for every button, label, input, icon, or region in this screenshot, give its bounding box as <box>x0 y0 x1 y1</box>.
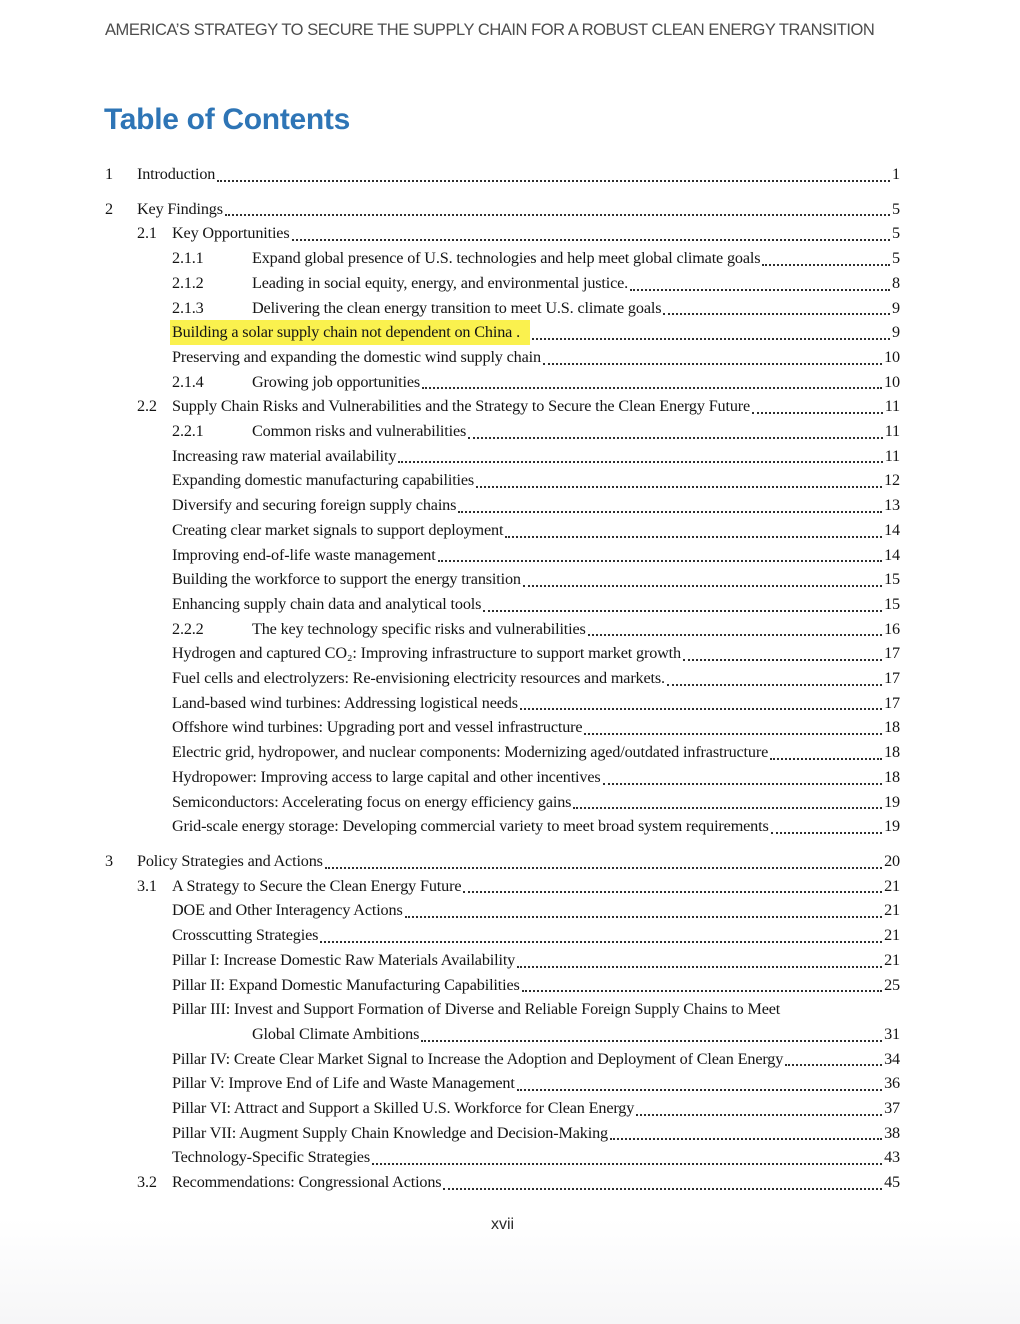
toc-entry-label: Building a solar supply chain not dependent on China . <box>170 320 530 345</box>
toc-entry-page: 36 <box>884 1074 900 1093</box>
toc-entry-page: 16 <box>884 619 900 638</box>
page-number-footer: xvii <box>490 1216 515 1233</box>
toc-entry-number: 2.2 <box>137 397 157 416</box>
toc-entry-label: Growing job opportunities <box>252 372 421 391</box>
toc-entry-page: 11 <box>884 446 900 465</box>
toc-entry[interactable] <box>172 1047 900 1072</box>
toc-entry-page: 10 <box>884 347 900 366</box>
toc-entry-page: 17 <box>884 669 900 688</box>
dot-leader <box>667 684 882 686</box>
toc-entry-page: 31 <box>884 1024 900 1043</box>
toc-entry-page: 25 <box>884 975 900 994</box>
toc-entry[interactable] <box>172 765 900 790</box>
dot-leader <box>630 289 890 291</box>
dot-leader <box>517 1089 882 1091</box>
toc-entry[interactable] <box>172 271 900 296</box>
toc-entry-page: 11 <box>884 397 900 416</box>
toc-entry-label: Introduction <box>137 165 216 183</box>
toc-entry-label: Pillar VII: Augment Supply Chain Knowledge and Decision-Making <box>172 1123 608 1142</box>
toc-entry-page: 12 <box>884 471 900 490</box>
toc-entry-label: Global Climate Ambitions <box>252 1024 420 1043</box>
toc-entry-label: Pillar V: Improve End of Life and Waste Management <box>172 1074 515 1093</box>
toc-entry-label: Preserving and expanding the domestic wind supply chain <box>172 347 541 366</box>
toc-entry[interactable] <box>172 246 900 271</box>
toc-entry-page: 37 <box>884 1099 900 1118</box>
toc-entry-label: The key technology specific risks and vulnerabilities <box>252 619 586 638</box>
toc-entry-label: Pillar III: Invest and Support Formation of Diverse and Reliable Foreign Supply Chains to Meet <box>172 1000 781 1019</box>
toc-entry[interactable] <box>172 898 900 923</box>
toc-entry-page: 18 <box>884 767 900 786</box>
toc-entry-label: Expand global presence of U.S. technologies and help meet global climate goals <box>252 249 761 268</box>
dot-leader <box>405 916 883 918</box>
toc-entry[interactable] <box>172 923 900 948</box>
toc-entry[interactable] <box>172 592 900 617</box>
toc-entry[interactable] <box>172 1121 900 1146</box>
toc-entry-number: 2 <box>105 199 113 218</box>
toc-entry[interactable] <box>172 1145 900 1170</box>
running-header: AMERICA’S STRATEGY TO SECURE THE SUPPLY CHAIN FOR A ROBUST CLEAN ENERGY TRANSITION <box>105 21 875 39</box>
toc-entry[interactable] <box>105 197 900 222</box>
toc-entry-label: Improving end-of-life waste management <box>172 545 436 564</box>
toc-entry[interactable] <box>137 1170 900 1195</box>
toc-entry-page: 17 <box>884 644 900 663</box>
toc-entry-page: 43 <box>884 1148 900 1167</box>
toc-entry[interactable] <box>172 1096 900 1121</box>
dot-leader <box>483 610 882 612</box>
toc-entry-number: 3.1 <box>137 876 157 895</box>
toc-entry[interactable] <box>172 320 900 345</box>
toc-entry-page: 13 <box>884 496 900 515</box>
toc-entry-label: Leading in social equity, energy, and environmental justice. <box>252 273 629 292</box>
toc-entry-page: 21 <box>884 926 900 945</box>
toc-entry[interactable] <box>172 948 900 973</box>
table-of-contents <box>105 152 900 1195</box>
toc-entry-page: 9 <box>892 298 900 317</box>
dot-leader <box>398 461 882 463</box>
toc-entry-label: Key Opportunities <box>172 224 290 243</box>
toc-entry-number: 2.1.3 <box>172 298 204 317</box>
toc-entry-page: 21 <box>884 950 900 969</box>
toc-entry-label: Policy Strategies and Actions <box>137 851 323 870</box>
toc-entry-label: Supply Chain Risks and Vulnerabilities and the Strategy to Secure the Clean Energy Future <box>172 397 751 416</box>
dot-leader <box>292 239 891 241</box>
dot-leader <box>588 634 882 636</box>
toc-entry-page: 9 <box>892 323 900 342</box>
toc-entry[interactable] <box>172 997 900 1022</box>
dot-leader <box>543 363 882 365</box>
dot-leader <box>785 1064 882 1066</box>
dot-leader <box>372 1163 882 1165</box>
dot-leader <box>523 585 882 587</box>
toc-entry-label: Common risks and vulnerabilities <box>252 422 467 441</box>
toc-entry-page: 5 <box>892 249 900 268</box>
toc-entry-page: 5 <box>892 199 900 218</box>
dot-leader <box>517 966 882 968</box>
toc-entry[interactable] <box>172 973 900 998</box>
toc-entry[interactable] <box>172 567 900 592</box>
dot-leader <box>663 313 890 315</box>
toc-entry-number: 3.2 <box>137 1173 157 1192</box>
dot-leader <box>217 180 890 182</box>
toc-entry-label: Hydropower: Improving access to large capital and other incentives <box>172 767 601 786</box>
dot-leader <box>762 264 890 266</box>
toc-entry-page: 18 <box>884 743 900 762</box>
toc-entry-number: 2.1.2 <box>172 273 204 292</box>
toc-entry[interactable] <box>137 221 900 246</box>
toc-entry-page: 38 <box>884 1123 900 1142</box>
dot-leader <box>584 733 882 735</box>
toc-entry-label: Grid-scale energy storage: Developing commercial variety to meet broad system requirements <box>172 817 769 836</box>
toc-entry-label: Land-based wind turbines: Addressing logistical needs <box>172 693 518 712</box>
dot-leader <box>325 867 882 869</box>
toc-entry[interactable] <box>172 444 900 469</box>
dot-leader <box>532 338 890 340</box>
toc-entry[interactable] <box>172 543 900 568</box>
dot-leader <box>520 708 882 710</box>
toc-entry[interactable] <box>172 790 900 815</box>
dot-leader <box>443 1188 882 1190</box>
dot-leader <box>636 1114 882 1116</box>
toc-entry[interactable] <box>172 641 900 666</box>
toc-entry-number: 2.1 <box>137 224 157 243</box>
toc-entry-page: 14 <box>884 520 900 539</box>
page-title: Table of Contents <box>104 103 351 136</box>
toc-entry-label: Key Findings <box>137 199 223 218</box>
toc-entry-label: Pillar II: Expand Domestic Manufacturing Capabilities <box>172 975 520 994</box>
dot-leader <box>422 387 882 389</box>
toc-entry-page: 5 <box>892 224 900 243</box>
toc-entry-page: 19 <box>884 817 900 836</box>
toc-entry[interactable] <box>105 162 900 187</box>
toc-entry-label: Delivering the clean energy transition to meet U.S. climate goals <box>252 298 662 317</box>
toc-entry[interactable] <box>172 617 900 642</box>
toc-entry-label: Electric grid, hydropower, and nuclear components: Modernizing aged/outdated infrastructure <box>172 743 769 762</box>
dot-leader <box>438 560 883 562</box>
dot-leader <box>603 783 883 785</box>
toc-entry-label: Pillar I: Increase Domestic Raw Materials Availability <box>172 950 516 969</box>
toc-entry[interactable] <box>172 715 900 740</box>
toc-entry[interactable] <box>172 691 900 716</box>
dot-leader <box>458 511 882 513</box>
dot-leader <box>225 214 890 216</box>
toc-entry[interactable] <box>252 1022 900 1047</box>
toc-entry-number: 1 <box>105 165 113 183</box>
toc-entry-label: Increasing raw material availability <box>172 446 397 465</box>
toc-entry-label: Enhancing supply chain data and analytical tools <box>172 594 482 613</box>
toc-entry[interactable] <box>172 814 900 839</box>
toc-entry-page: 1 <box>892 165 900 183</box>
toc-entry[interactable] <box>105 849 900 874</box>
toc-entry-page: 20 <box>884 851 900 870</box>
toc-entry-label: A Strategy to Secure the Clean Energy Future <box>172 876 462 895</box>
toc-entry-page: 14 <box>884 545 900 564</box>
toc-entry-label: Building the workforce to support the energy transition <box>172 570 521 589</box>
dot-leader <box>573 807 882 809</box>
toc-entry-label: DOE and Other Interagency Actions <box>172 901 403 920</box>
dot-leader <box>522 990 882 992</box>
toc-entry-page: 11 <box>884 422 900 441</box>
toc-entry[interactable] <box>172 419 900 444</box>
toc-entry-number: 3 <box>105 851 113 870</box>
toc-entry-label: Pillar VI: Attract and Support a Skilled U.S. Workforce for Clean Energy <box>172 1099 635 1118</box>
toc-entry-page: 19 <box>884 792 900 811</box>
toc-entry-page: 17 <box>884 693 900 712</box>
toc-entry-label: Fuel cells and electrolyzers: Re-envisioning electricity resources and markets. <box>172 669 665 688</box>
toc-entry[interactable] <box>172 345 900 370</box>
toc-entry-page: 45 <box>884 1173 900 1192</box>
toc-entry[interactable] <box>172 370 900 395</box>
toc-entry-page: 21 <box>884 901 900 920</box>
dot-leader <box>421 1040 882 1042</box>
dot-leader <box>752 412 883 414</box>
toc-entry-page: 10 <box>884 372 900 391</box>
toc-entry[interactable] <box>172 493 900 518</box>
toc-entry-page: 34 <box>884 1049 900 1068</box>
dot-leader <box>610 1138 882 1140</box>
dot-leader <box>320 941 882 943</box>
toc-entry[interactable] <box>172 1071 900 1096</box>
toc-entry-label: Technology-Specific Strategies <box>172 1148 370 1167</box>
dot-leader <box>683 659 882 661</box>
toc-entry-label: Hydrogen and captured CO₂: Improving infrastructure to support market growth <box>172 644 681 663</box>
dot-leader <box>468 437 883 439</box>
toc-entry[interactable] <box>137 394 900 419</box>
toc-entry-page: 21 <box>884 876 900 895</box>
dot-leader <box>770 758 882 760</box>
toc-entry-label: Offshore wind turbines: Upgrading port and vessel infrastructure <box>172 718 583 737</box>
dot-leader <box>505 536 882 538</box>
toc-entry-page: 18 <box>884 718 900 737</box>
toc-entry-label: Crosscutting Strategies <box>172 926 319 945</box>
toc-entry-label: Expanding domestic manufacturing capabilities <box>172 471 475 490</box>
toc-entry-number: 2.1.1 <box>172 249 204 268</box>
toc-entry[interactable] <box>172 296 900 321</box>
dot-leader <box>463 891 882 893</box>
dot-leader <box>476 486 882 488</box>
toc-entry-label: Semiconductors: Accelerating focus on energy efficiency gains <box>172 792 572 811</box>
toc-entry-page: 15 <box>884 594 900 613</box>
dot-leader <box>771 832 882 834</box>
toc-entry[interactable] <box>172 666 900 691</box>
toc-entry-label: Pillar IV: Create Clear Market Signal to Increase the Adoption and Deployment of Clean Energy <box>172 1049 784 1068</box>
toc-entry[interactable] <box>172 740 900 765</box>
toc-entry-number: 2.2.2 <box>172 619 204 638</box>
toc-entry-number: 2.2.1 <box>172 422 204 441</box>
toc-entry-page: 15 <box>884 570 900 589</box>
toc-entry-page: 8 <box>892 273 900 292</box>
toc-entry[interactable] <box>137 874 900 899</box>
toc-entry-number: 2.1.4 <box>172 372 204 391</box>
toc-entry-label: Recommendations: Congressional Actions <box>172 1173 442 1192</box>
toc-entry-label: Diversify and securing foreign supply chains <box>172 496 457 515</box>
toc-entry-label: Creating clear market signals to support deployment <box>172 520 504 539</box>
toc-entry[interactable] <box>172 468 900 493</box>
toc-entry[interactable] <box>172 518 900 543</box>
